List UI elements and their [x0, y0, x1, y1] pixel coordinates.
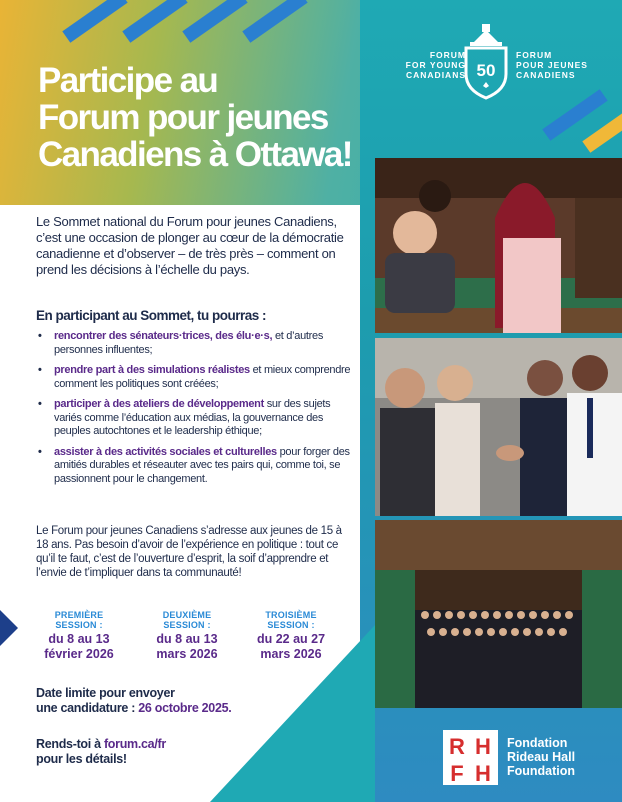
application-deadline: Date limite pour envoyer une candidature : 26 octobre 2025. [36, 686, 232, 715]
logo-number: 50 [476, 61, 496, 80]
svg-text:F: F [450, 761, 464, 785]
svg-text:R: R [449, 734, 465, 759]
list-item: • participer à des ateliers de développement sur des sujets variés comme l’éducation aux médias, la gouvernance des peuples autochtones et le leadership éthique; [36, 398, 356, 439]
page-title [38, 62, 368, 173]
more-info: Rends-toi à forum.ca/fr pour les détails! [36, 737, 166, 766]
title-line: Participe au [38, 61, 218, 100]
arrow-right-icon [0, 610, 18, 646]
rhf-mark-icon [443, 730, 498, 785]
list-item: • rencontrer des sénateurs·trices, des élu·e·s, et d’autres personnes influentes; [36, 330, 356, 357]
deadline-date: 26 octobre 2025. [138, 701, 232, 715]
eligibility-paragraph: Le Forum pour jeunes Canadiens s’adresse aux jeunes de 15 à 18 ans. Pas besoin d’avoir de l’expérience en politique : tout ce qu’il te faut, c’est de l’ouverture d’esprit, la soif d’apprendre et l’envie de t’impliquer dans ta communauté! [36, 525, 342, 579]
logo-text-fr: FORUM POUR JEUNES CANADIENS [516, 50, 588, 80]
session-2: DEUXIÈME SESSION : du 8 au 13 mars 2026 [156, 610, 218, 661]
session-dates [24, 610, 364, 670]
foundation-name: Fondation Rideau Hall Foundation [507, 736, 576, 778]
svg-text:H: H [475, 734, 491, 759]
session-1: PREMIÈRE SESSION : du 8 au 13 février 2026 [44, 610, 114, 661]
photo-group-house-of-commons [375, 520, 622, 708]
list-item: • prendre part à des simulations réalistes et mieux comprendre comment les politiques sont créées; [36, 364, 356, 391]
list-item: • assister à des activités sociales et culturelles pour forger des amitiés durables et réseauter avec tes pairs qui, comme toi, se passionnent pour le changement. [36, 446, 356, 487]
svg-text:H: H [475, 761, 491, 785]
photo-participants-shaking-hands [375, 338, 622, 516]
benefits-heading: En participant au Sommet, tu pourras : [36, 308, 267, 323]
title-line: Forum pour jeunes [38, 98, 328, 137]
logo-text-en: FORUM FOR YOUNG CANADIANS [405, 50, 466, 80]
peace-tower-shield-icon [460, 24, 512, 100]
forum-logo [390, 24, 622, 104]
benefits-list [36, 330, 356, 493]
intro-paragraph: Le Sommet national du Forum pour jeunes Canadiens, c’est une occasion de plonger au cœur de la démocratie canadienne et d’observer – de très près – comment on prend les décisions à l’échelle du pays. [36, 214, 344, 277]
session-3: TROISIÈME SESSION : du 22 au 27 mars 2026 [256, 610, 326, 661]
title-line: Canadiens à Ottawa! [38, 135, 352, 174]
rideau-hall-foundation-logo [443, 730, 613, 786]
photo-student-speaking [375, 158, 622, 333]
forum-link[interactable]: forum.ca/fr [103, 737, 166, 751]
